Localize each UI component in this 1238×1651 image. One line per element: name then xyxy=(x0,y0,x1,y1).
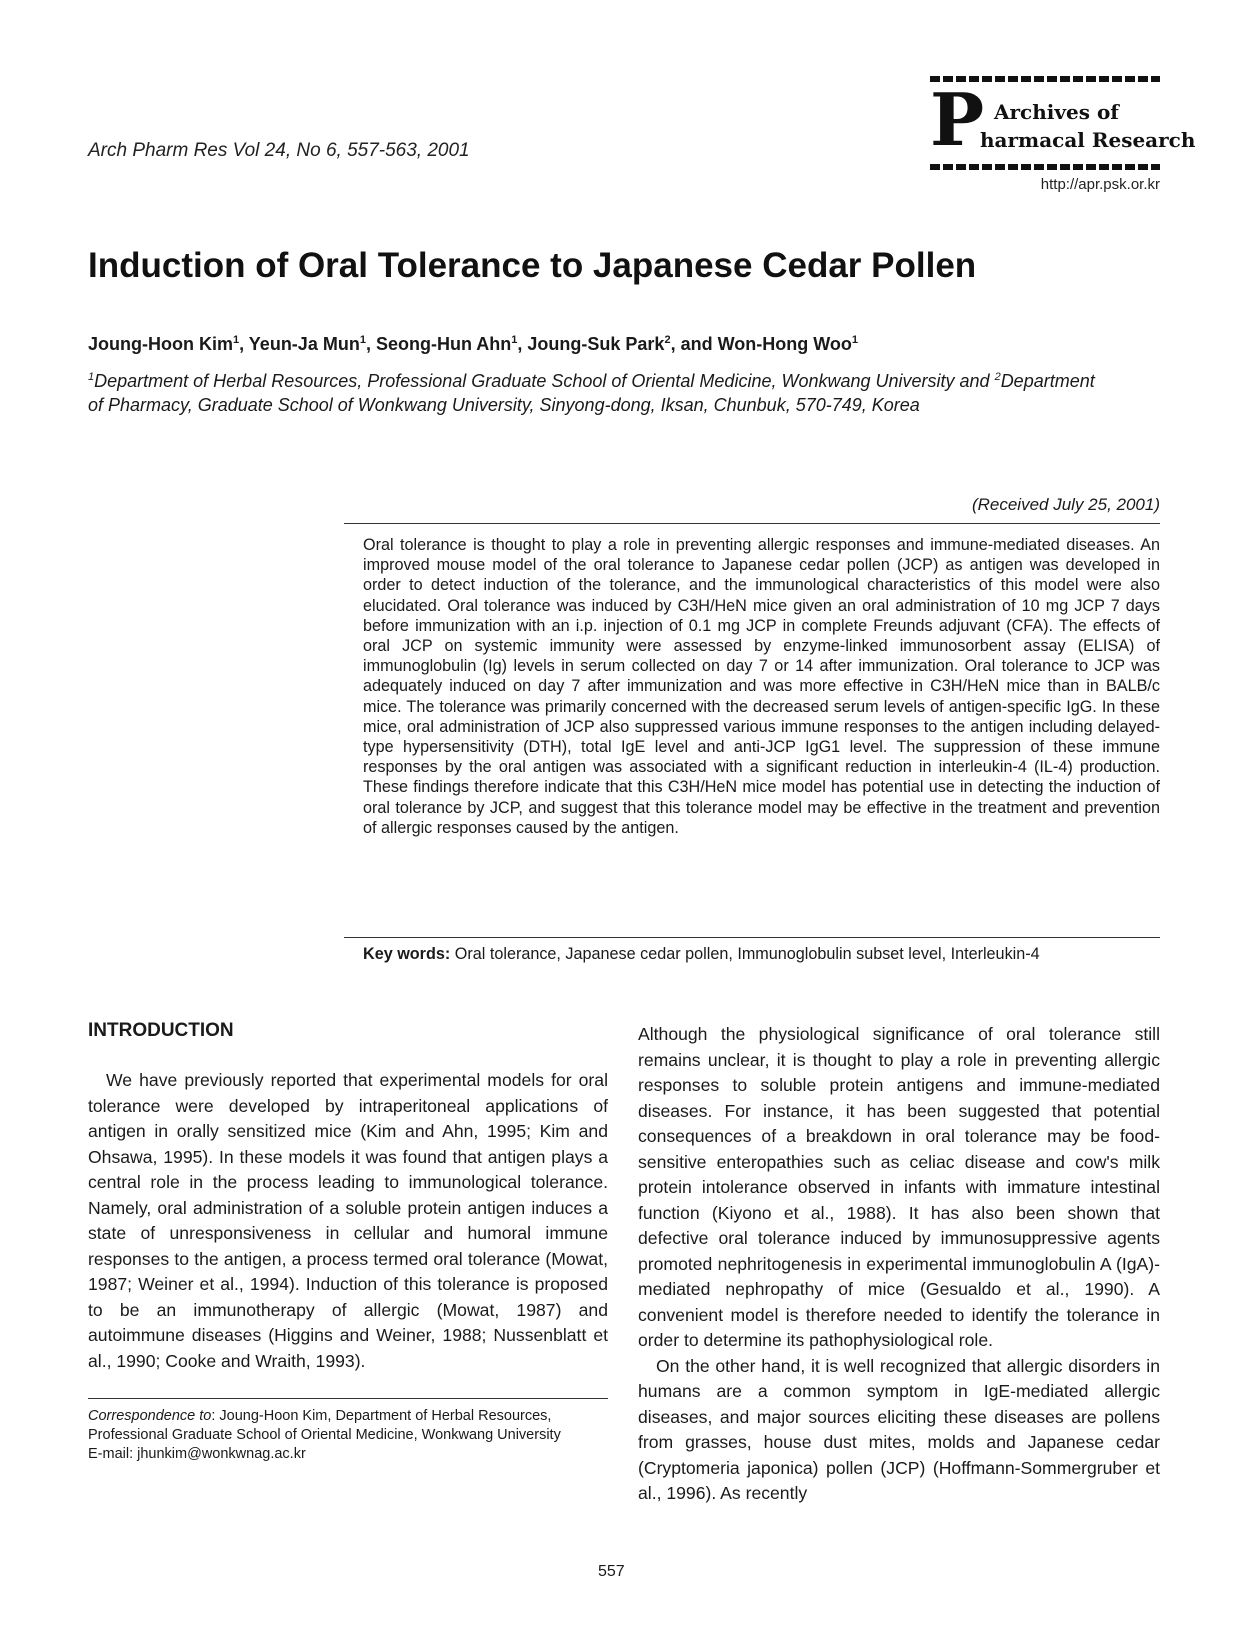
journal-logo xyxy=(930,76,1196,198)
logo-bottom-border xyxy=(930,164,1160,170)
body-paragraph: On the other hand, it is well recognized that allergic disorders in humans are a common symptom in IgE-mediated allergic diseases, and major sources eliciting these diseases are pollens from grasses, house dust mites, molds and Japanese cedar (Cryptomeria japonica) pollen (JCP) (Hoffmann-Sommergruber et al., 1996). As recently xyxy=(638,1355,1160,1503)
author-affil-mark: 1 xyxy=(851,334,858,346)
author-name: Joung-Suk Park xyxy=(527,334,665,354)
keywords-text: Oral tolerance, Japanese cedar pollen, Immunoglobulin subset level, Interleukin-4 xyxy=(454,945,1040,963)
author-name: Seong-Hun Ahn xyxy=(375,334,512,354)
author-affil-mark: 1 xyxy=(511,334,518,346)
footnote-email: E-mail: jhunkim@wonkwnag.ac.kr xyxy=(88,1446,306,1462)
logo-line-2: harmacal Research xyxy=(980,128,1196,152)
author-separator: , xyxy=(239,334,249,354)
footnote-text: : Joung-Hoon Kim, Department of Herbal Resources, Professional Graduate School of Oriental Medicine, Wonkwang University xyxy=(88,1408,561,1443)
affil-mark-2: 2 xyxy=(994,371,1001,383)
body-paragraph: We have previously reported that experimental models for oral tolerance were developed by intraperitoneal applications of antigen in orally sensitized mice (Kim and Ahn, 1995; Kim and Ohsawa, 1995). In these models it was found that antigen plays a central role in the process leading to immunological tolerance. Namely, oral administration of a soluble protein antigen induces a state of unresponsiveness in cellular and humoral immune responses to the antigen, a process termed oral tolerance (Mowat, 1987; Weiner et al., 1994). Induction of this tolerance is proposed to be an immunotherapy of allergic (Mowat, 1987) and autoimmune diseases (Higgins and Weiner, 1988; Nussenblatt et al., 1990; Cooke and Wraith, 1993). xyxy=(88,1070,608,1371)
paper-title: Induction of Oral Tolerance to Japanese Cedar Pollen xyxy=(88,246,977,285)
footnote-label: Correspondence to xyxy=(88,1408,212,1424)
author-separator: , and xyxy=(670,334,718,354)
author-separator: , xyxy=(517,334,528,354)
abstract: Oral tolerance is thought to play a role in preventing allergic responses and immune-mediated diseases. An improved mouse model of the oral tolerance to Japanese cedar pollen (JCP) as antigen was developed in order to detect induction of the tolerance, and the immunological characteristics of this model were also elucidated. Oral tolerance was induced by C3H/HeN mice given an oral administration of 10 mg JCP 7 days before immunization with an i.p. injection of 0.1 mg JCP in complete Freunds adjuvant (CFA). The effects of oral JCP on systemic immunity were assessed by enzyme-linked immunosorbent assay (ELISA) of immunoglobulin (Ig) levels in serum collected on day 7 or 14 after immunization. Oral tolerance to JCP was adequately induced on day 7 after immunization and was more effective in C3H/HeN mice than in BALB/c mice. The tolerance was primarily concerned with the decreased serum levels of antigen-specific IgG. In these mice, oral administration of JCP also suppressed various immune responses to the antigen including delayed-type hypersensitivity (DTH), total IgE level and anti-JCP IgG1 level. The suppression of these immune responses by the oral antigen was associated with a significant reduction in interleukin-4 (IL-4) production. These findings therefore indicate that this C3H/HeN mice model has potential use in detecting the induction of oral tolerance by JCP, and suggest that this tolerance model may be effective in the treatment and prevention of allergic responses caused by the antigen. xyxy=(363,536,1160,837)
author-list xyxy=(88,334,858,355)
affil-mark-1: 1 xyxy=(88,371,95,383)
author-name: Won-Hong Woo xyxy=(717,334,852,354)
author-affil-mark: 1 xyxy=(232,334,240,346)
affiliation-text-1: Department of Herbal Resources, Professional Graduate School of Oriental Medicine, Wonkwang University and xyxy=(94,371,995,391)
affiliation-text-2: Department of Pharmacy, Graduate School of Wonkwang University, Sinyong-dong, Iksan, Chunbuk, 570-749, Korea xyxy=(88,371,1095,415)
body-paragraph: Although the physiological significance of oral tolerance still remains unclear, it is thought to play a role in preventing allergic responses to soluble protein antigens and immune-mediated diseases. For instance, it has been suggested that potential consequences of a breakdown in oral tolerance may be food-sensitive enteropathies such as celiac disease and cow's milk protein intolerance observed in infants with immature intestinal function (Kiyono et al., 1988). It has also been shown that defective oral tolerance induced by immunosuppressive agents promoted nephritogenesis in experimental immunoglobulin A (IgA)-mediated nephropathy of mice (Gesualdo et al., 1990). A convenient model is therefore needed to identify the tolerance in order to determine its pathophysiological role. xyxy=(638,1024,1160,1350)
footnote-rule xyxy=(88,1398,608,1399)
logo-initial: P xyxy=(930,77,985,162)
author-name: Joung-Hoon Kim xyxy=(88,334,233,354)
left-column xyxy=(88,1020,608,1374)
section-heading: INTRODUCTION xyxy=(88,1020,234,1041)
author-separator: , xyxy=(365,334,376,354)
page-number: 557 xyxy=(598,1563,625,1580)
author-affil-mark: 2 xyxy=(664,334,671,346)
received-date: (Received July 25, 2001) xyxy=(971,495,1160,514)
author-affil-mark: 1 xyxy=(359,334,366,346)
keywords-label: Key words: xyxy=(363,945,451,963)
abstract-bottom-rule xyxy=(344,937,1160,938)
affiliations xyxy=(88,365,1108,417)
abstract-top-rule xyxy=(344,523,1160,524)
logo-line-1: Archives of xyxy=(994,100,1119,124)
journal-citation: Arch Pharm Res Vol 24, No 6, 557-563, 2001 xyxy=(88,140,470,161)
correspondence-footnote xyxy=(88,1407,608,1464)
right-column xyxy=(638,1022,1160,1507)
author-name: Yeun-Ja Mun xyxy=(248,334,360,354)
keywords xyxy=(363,945,1160,964)
journal-url: http://apr.psk.or.kr xyxy=(1040,176,1160,193)
